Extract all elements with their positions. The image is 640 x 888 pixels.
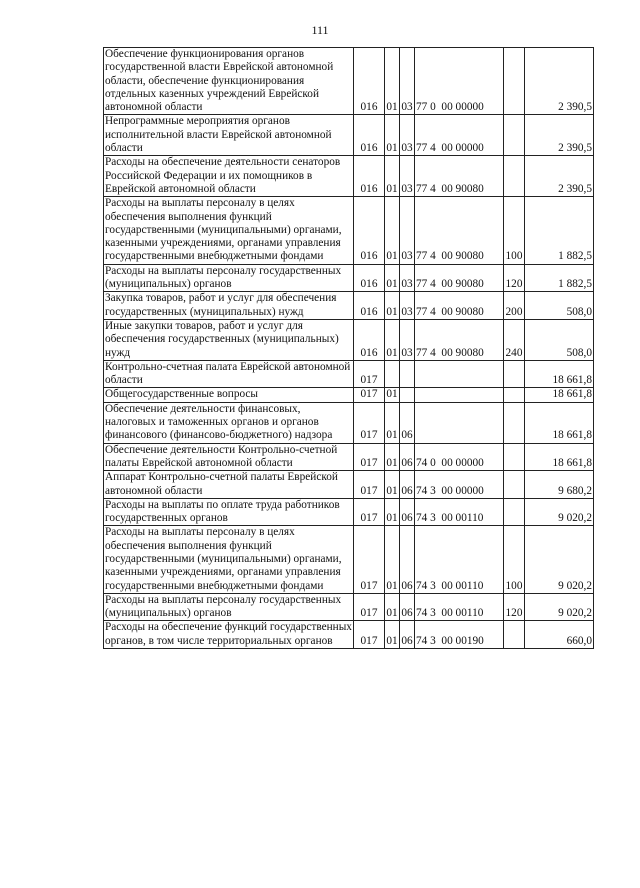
row-vr-code: 240 <box>504 319 525 360</box>
row-amount: 9 680,2 <box>525 471 594 499</box>
table-row <box>104 156 594 197</box>
row-amount: 2 390,5 <box>525 156 594 197</box>
row-amount: 2 390,5 <box>525 48 594 115</box>
row-pr-code: 06 <box>400 498 415 526</box>
row-name: Расходы на выплаты персоналу в целях обеспечения выполнения функций государственными (муниципальными) органами, казенными учреждениями, органами управления государственными внебюджетными фондами <box>104 526 354 593</box>
row-rz-code: 01 <box>385 621 400 649</box>
row-name: Обеспечение функционирования органов государственной власти Еврейской автономной области, обеспечение функционирования отдельных казенных учреждений Еврейской автономной области <box>104 48 354 115</box>
row-rz-code: 01 <box>385 292 400 320</box>
row-name: Расходы на выплаты персоналу в целях обеспечения выполнения функций государственными (муниципальными) органами, казенными учреждениями, органами управления государственными внебюджетными фондами <box>104 197 354 264</box>
row-gr-code: 016 <box>354 197 385 264</box>
row-amount: 1 882,5 <box>525 264 594 292</box>
row-gr-code: 017 <box>354 498 385 526</box>
row-pr-code: 03 <box>400 48 415 115</box>
table-row <box>104 443 594 471</box>
row-rz-code: 01 <box>385 402 400 443</box>
row-vr-code <box>504 621 525 649</box>
row-pr-code: 03 <box>400 319 415 360</box>
row-amount: 18 661,8 <box>525 443 594 471</box>
table-row <box>104 498 594 526</box>
row-csr-code: 77 4 00 90080 <box>415 292 504 320</box>
row-rz-code: 01 <box>385 115 400 156</box>
row-csr-code: 77 4 00 90080 <box>415 319 504 360</box>
row-pr-code <box>400 388 415 402</box>
row-amount: 18 661,8 <box>525 402 594 443</box>
row-pr-code: 06 <box>400 621 415 649</box>
row-csr-code: 77 4 00 00000 <box>415 115 504 156</box>
table-row <box>104 48 594 115</box>
row-gr-code: 017 <box>354 402 385 443</box>
page-number: 111 <box>311 23 329 37</box>
row-rz-code: 01 <box>385 471 400 499</box>
row-pr-code: 06 <box>400 526 415 593</box>
row-amount: 18 661,8 <box>525 388 594 402</box>
row-name: Общегосударственные вопросы <box>104 388 354 402</box>
row-amount: 9 020,2 <box>525 593 594 621</box>
row-csr-code: 77 0 00 00000 <box>415 48 504 115</box>
row-vr-code: 120 <box>504 593 525 621</box>
row-name: Расходы на выплаты по оплате труда работников государственных органов <box>104 498 354 526</box>
table-row <box>104 197 594 264</box>
row-rz-code: 01 <box>385 264 400 292</box>
row-rz-code: 01 <box>385 197 400 264</box>
row-rz-code: 01 <box>385 498 400 526</box>
row-name: Расходы на выплаты персоналу государственных (муниципальных) органов <box>104 264 354 292</box>
row-csr-code: 77 4 00 90080 <box>415 264 504 292</box>
row-rz-code: 01 <box>385 48 400 115</box>
row-vr-code <box>504 48 525 115</box>
row-name: Расходы на обеспечение деятельности сенаторов Российской Федерации и их помощников в Еврейской автономной области <box>104 156 354 197</box>
table-row <box>104 621 594 649</box>
row-gr-code: 016 <box>354 48 385 115</box>
row-rz-code: 01 <box>385 593 400 621</box>
row-pr-code: 06 <box>400 471 415 499</box>
row-csr-code <box>415 402 504 443</box>
row-pr-code: 03 <box>400 197 415 264</box>
row-vr-code <box>504 156 525 197</box>
row-csr-code: 74 0 00 00000 <box>415 443 504 471</box>
row-name: Иные закупки товаров, работ и услуг для обеспечения государственных (муниципальных) нужд <box>104 319 354 360</box>
row-csr-code: 77 4 00 90080 <box>415 197 504 264</box>
row-gr-code: 016 <box>354 319 385 360</box>
row-gr-code: 017 <box>354 360 385 388</box>
table-row <box>104 360 594 388</box>
table-row <box>104 402 594 443</box>
row-gr-code: 017 <box>354 388 385 402</box>
row-gr-code: 017 <box>354 471 385 499</box>
row-vr-code <box>504 471 525 499</box>
row-pr-code: 06 <box>400 402 415 443</box>
row-pr-code: 03 <box>400 115 415 156</box>
row-vr-code <box>504 498 525 526</box>
row-amount: 9 020,2 <box>525 526 594 593</box>
row-vr-code: 100 <box>504 526 525 593</box>
row-amount: 1 882,5 <box>525 197 594 264</box>
row-gr-code: 016 <box>354 115 385 156</box>
row-name: Контрольно-счетная палата Еврейской автономной области <box>104 360 354 388</box>
row-rz-code: 01 <box>386 388 398 401</box>
row-vr-code: 100 <box>504 197 525 264</box>
row-rz-code: 01 <box>385 156 400 197</box>
row-amount: 508,0 <box>525 319 594 360</box>
row-vr-code: 200 <box>504 292 525 320</box>
row-amount: 660,0 <box>525 621 594 649</box>
row-name: Обеспечение деятельности финансовых, налоговых и таможенных органов и органов финансового (финансово-бюджетного) надзора <box>104 402 354 443</box>
budget-table-body <box>104 48 594 649</box>
row-csr-code <box>415 388 504 402</box>
table-row <box>104 526 594 593</box>
row-rz-code: 01 <box>385 443 400 471</box>
row-csr-code: 74 3 00 00190 <box>415 621 504 649</box>
row-csr-code: 74 3 00 00110 <box>415 498 504 526</box>
row-name: Аппарат Контрольно-счетной палаты Еврейской автономной области <box>104 471 354 499</box>
row-gr-code: 016 <box>354 156 385 197</box>
row-pr-code: 03 <box>400 264 415 292</box>
row-gr-code: 017 <box>354 593 385 621</box>
row-gr-code: 017 <box>354 526 385 593</box>
row-vr-code <box>504 402 525 443</box>
row-csr-code: 74 3 00 00110 <box>415 526 504 593</box>
row-name: Закупка товаров, работ и услуг для обеспечения государственных (муниципальных) нужд <box>104 292 354 320</box>
row-rz-code: 01 <box>385 526 400 593</box>
row-vr-code: 120 <box>504 264 525 292</box>
row-gr-code: 017 <box>354 621 385 649</box>
budget-table <box>103 47 594 649</box>
row-vr-code <box>504 443 525 471</box>
row-csr-code <box>415 360 504 388</box>
table-row <box>104 593 594 621</box>
row-vr-code <box>504 115 525 156</box>
row-pr-code <box>400 360 415 388</box>
row-amount: 2 390,5 <box>525 115 594 156</box>
row-amount: 18 661,8 <box>525 360 594 388</box>
row-pr-code: 06 <box>400 443 415 471</box>
row-name: Расходы на обеспечение функций государственных органов, в том числе территориальных органов <box>105 621 352 647</box>
row-csr-code: 74 3 00 00000 <box>415 471 504 499</box>
table-row <box>104 115 594 156</box>
row-gr-code: 016 <box>354 264 385 292</box>
row-name: Расходы на выплаты персоналу государственных (муниципальных) органов <box>104 593 354 621</box>
table-row <box>104 471 594 499</box>
table-row <box>104 319 594 360</box>
table-row <box>104 264 594 292</box>
row-name: Непрограммные мероприятия органов исполнительной власти Еврейской автономной области <box>104 115 354 156</box>
table-row <box>104 388 594 402</box>
row-name: Обеспечение деятельности Контрольно-счетной палаты Еврейской автономной области <box>104 443 354 471</box>
row-pr-code: 03 <box>400 156 415 197</box>
row-amount: 508,0 <box>525 292 594 320</box>
row-csr-code: 74 3 00 00110 <box>415 593 504 621</box>
row-pr-code: 06 <box>400 593 415 621</box>
row-vr-code <box>504 360 525 388</box>
row-rz-code: 01 <box>385 319 400 360</box>
row-amount: 9 020,2 <box>525 498 594 526</box>
row-rz-code <box>385 360 400 388</box>
table-row <box>104 292 594 320</box>
row-vr-code <box>504 388 525 402</box>
row-gr-code: 016 <box>354 292 385 320</box>
row-csr-code: 77 4 00 90080 <box>415 156 504 197</box>
row-pr-code: 03 <box>400 292 415 320</box>
row-gr-code: 017 <box>354 443 385 471</box>
